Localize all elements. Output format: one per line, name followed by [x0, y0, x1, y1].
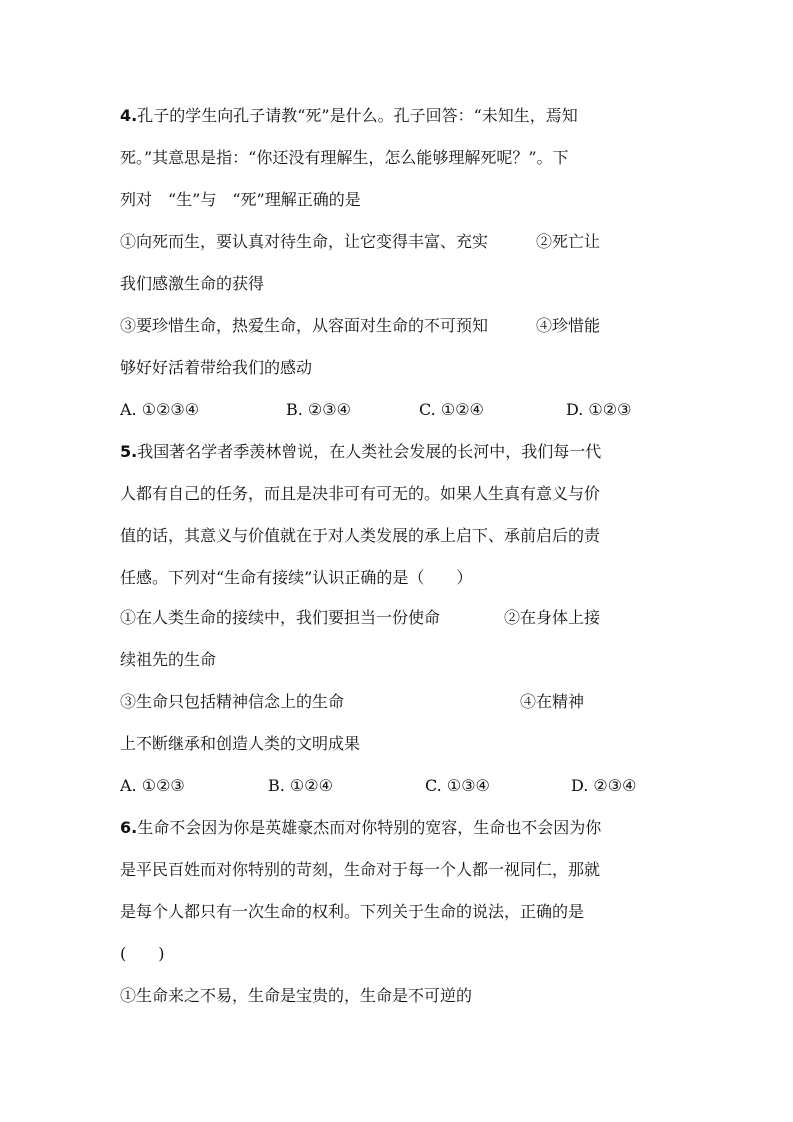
q5-statement-line-2: 续祖先的生命 — [120, 650, 217, 669]
q5-statement-line-1: ①在人类生命的接续中，我们要担当一份使命 ②在身体上接 — [120, 608, 601, 627]
q4-option-c: C. ①②④ — [419, 400, 484, 419]
q4-statement-line-4: 够好好活着带给我们的感动 — [120, 358, 313, 377]
q4-option-d: D. ①②③ — [566, 400, 632, 419]
q5-stem-line-4: 任感。下列对“生命有接续”认识正确的是（ ） — [120, 568, 473, 587]
q6-stem-line-2: 是平民百姓而对你特别的苛刻，生命对于每一个人都一视同仁，那就 — [120, 860, 601, 879]
q5-option-a: A. ①②③ — [120, 776, 185, 795]
q5-number: 5. — [120, 442, 138, 461]
q6-number: 6. — [120, 818, 138, 837]
q4-stem-line-2: 死。”其意思是指：“你还没有理解生，怎么能够理解死呢？”。下 — [120, 148, 569, 167]
q4-option-b: B. ②③④ — [286, 400, 351, 419]
q4-stem-line-3: 列对 “生”与 “死”理解正确的是 — [120, 190, 361, 209]
q4-statement-line-3: ③要珍惜生命，热爱生命，从容面对生命的不可预知 ④珍惜能 — [120, 316, 601, 335]
q5-option-c: C. ①③④ — [425, 776, 490, 795]
q5-statement-line-4: 上不断继承和创造人类的文明成果 — [120, 734, 361, 753]
q6-stem-line-4: ( ) — [120, 944, 165, 963]
q5-option-b: B. ①②④ — [268, 776, 333, 795]
q6-stem-line-1: 6.生命不会因为你是英雄豪杰而对你特别的宽容，生命也不会因为你 — [120, 818, 602, 837]
q6-statement-line-1: ①生命来之不易，生命是宝贵的，生命是不可逆的 — [120, 986, 473, 1005]
q4-statement-line-1: ①向死而生，要认真对待生命，让它变得丰富、充实 ②死亡让 — [120, 232, 601, 251]
q5-stem-line-1: 5.我国著名学者季羡林曾说，在人类社会发展的长河中，我们每一代 — [120, 442, 602, 461]
q4-option-a: A. ①②③④ — [120, 400, 200, 419]
q5-option-d: D. ②③④ — [571, 776, 637, 795]
q6-stem-line-3: 是每个人都只有一次生命的权利。下列关于生命的说法，正确的是 — [120, 902, 585, 921]
q5-stem-line-2: 人都有自己的任务，而且是决非可有可无的。如果人生真有意义与价 — [120, 484, 601, 503]
q4-stem-line-1: 4.孔子的学生向孔子请教“死”是什么。孔子回答：“未知生，焉知 — [120, 106, 578, 125]
q4-statement-line-2: 我们感激生命的获得 — [120, 274, 265, 293]
q5-stem-line-3: 值的话，其意义与价值就在于对人类发展的承上启下、承前启后的责 — [120, 526, 601, 545]
q5-statement-line-3: ③生命只包括精神信念上的生命 ④在精神 — [120, 692, 585, 711]
q4-number: 4. — [120, 106, 138, 125]
